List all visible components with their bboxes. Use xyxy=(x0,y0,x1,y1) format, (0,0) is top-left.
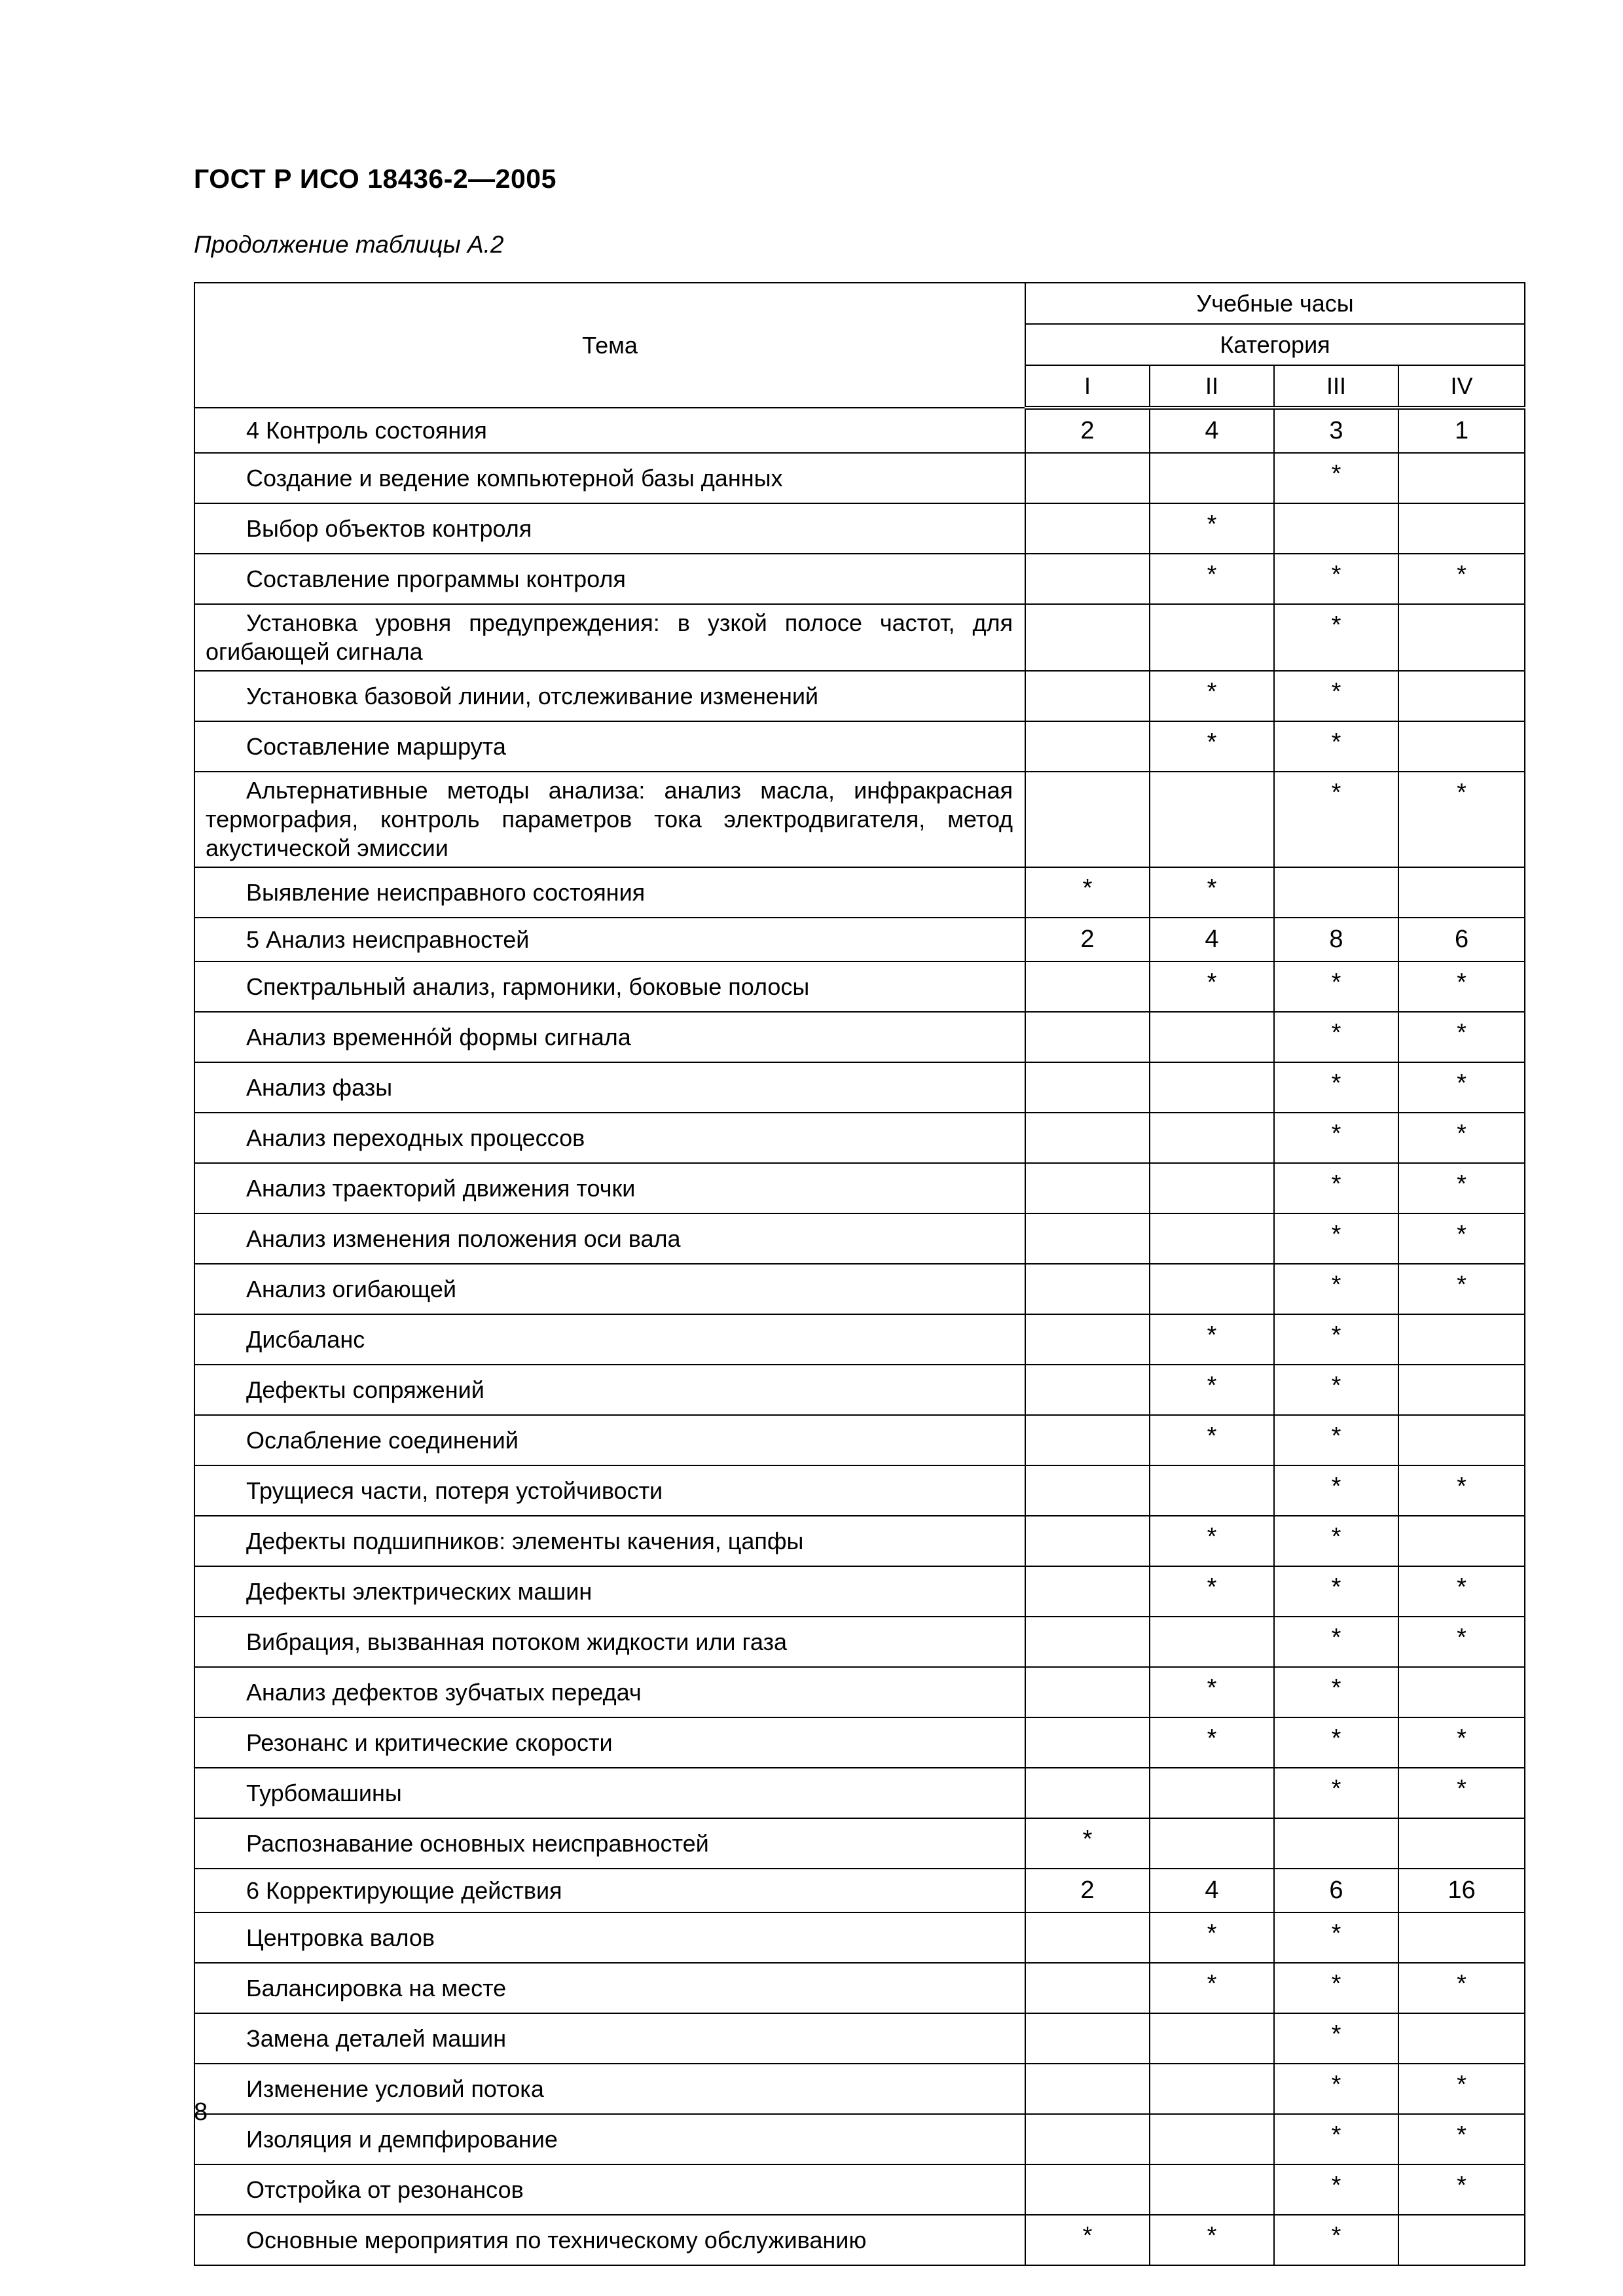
hours-cell-category-ii xyxy=(1150,1465,1274,1516)
row-topic: Анализ переходных процессов xyxy=(194,1113,1025,1163)
hours-cell-category-ii xyxy=(1150,1113,1274,1163)
table-row xyxy=(194,1617,1525,1667)
hours-cell-category-iii xyxy=(1274,503,1398,554)
table-row xyxy=(194,2013,1525,2064)
hours-cell-category-iv: * xyxy=(1398,1768,1525,1818)
hours-cell-category-ii: * xyxy=(1150,1415,1274,1465)
hours-cell-category-ii: * xyxy=(1150,1314,1274,1365)
table-row xyxy=(194,2064,1525,2114)
row-topic: Резонанс и критические скорости xyxy=(194,1717,1025,1768)
table-row xyxy=(194,1365,1525,1415)
hours-cell-category-ii xyxy=(1150,1768,1274,1818)
hours-cell-category-i xyxy=(1025,1113,1150,1163)
hours-cell-category-i xyxy=(1025,1264,1150,1314)
row-topic: Основные мероприятия по техническому обслуживанию xyxy=(194,2215,1025,2265)
hours-cell-category-iv: 16 xyxy=(1398,1869,1525,1912)
table-row xyxy=(194,1717,1525,1768)
table-row xyxy=(194,408,1525,453)
table-row xyxy=(194,918,1525,961)
hours-cell-category-ii: * xyxy=(1150,1566,1274,1617)
row-topic: Распознавание основных неисправностей xyxy=(194,1818,1025,1869)
hours-cell-category-iv: * xyxy=(1398,772,1525,867)
hours-cell-category-iii: * xyxy=(1274,1012,1398,1062)
hours-cell-category-ii: * xyxy=(1150,671,1274,721)
hours-cell-category-iii: * xyxy=(1274,1768,1398,1818)
hours-cell-category-iii: * xyxy=(1274,1717,1398,1768)
hours-cell-category-iv: * xyxy=(1398,1963,1525,2013)
hours-cell-category-ii xyxy=(1150,1012,1274,1062)
hours-cell-category-ii: * xyxy=(1150,867,1274,918)
hours-cell-category-i xyxy=(1025,2164,1150,2215)
hours-cell-category-iii: 8 xyxy=(1274,918,1398,961)
table-row xyxy=(194,554,1525,604)
hours-cell-category-ii xyxy=(1150,2013,1274,2064)
header-category-iv: IV xyxy=(1398,365,1525,408)
hours-cell-category-ii: * xyxy=(1150,721,1274,772)
header-training-hours: Учебные часы xyxy=(1025,283,1525,324)
hours-cell-category-iv xyxy=(1398,671,1525,721)
hours-cell-category-i xyxy=(1025,671,1150,721)
table-caption: Продолжение таблицы А.2 xyxy=(194,231,504,258)
hours-cell-category-ii: * xyxy=(1150,1717,1274,1768)
hours-cell-category-i xyxy=(1025,1912,1150,1963)
hours-cell-category-iii: * xyxy=(1274,1264,1398,1314)
header-category-ii: II xyxy=(1150,365,1274,408)
hours-cell-category-ii: * xyxy=(1150,1963,1274,2013)
hours-cell-category-iv: * xyxy=(1398,1465,1525,1516)
hours-cell-category-iv: 6 xyxy=(1398,918,1525,961)
header-category: Категория xyxy=(1025,324,1525,365)
hours-cell-category-i xyxy=(1025,961,1150,1012)
table-row xyxy=(194,503,1525,554)
hours-cell-category-ii: * xyxy=(1150,503,1274,554)
table-row xyxy=(194,1264,1525,1314)
table-row xyxy=(194,1415,1525,1465)
table-row xyxy=(194,961,1525,1012)
row-topic: Выбор объектов контроля xyxy=(194,503,1025,554)
hours-cell-category-iv: * xyxy=(1398,1062,1525,1113)
row-topic: Выявление неисправного состояния xyxy=(194,867,1025,918)
hours-cell-category-iv xyxy=(1398,1818,1525,1869)
hours-cell-category-iii: 6 xyxy=(1274,1869,1398,1912)
hours-cell-category-ii: * xyxy=(1150,2215,1274,2265)
hours-cell-category-iv: * xyxy=(1398,1264,1525,1314)
hours-cell-category-iii: * xyxy=(1274,1465,1398,1516)
hours-cell-category-ii xyxy=(1150,453,1274,503)
hours-cell-category-iii: * xyxy=(1274,2114,1398,2164)
hours-cell-category-i xyxy=(1025,2064,1150,2114)
hours-cell-category-ii: 4 xyxy=(1150,408,1274,453)
row-topic: Вибрация, вызванная потоком жидкости или газа xyxy=(194,1617,1025,1667)
hours-cell-category-ii xyxy=(1150,604,1274,671)
hours-cell-category-iv xyxy=(1398,1314,1525,1365)
hours-cell-category-iv: * xyxy=(1398,1566,1525,1617)
hours-cell-category-iii: * xyxy=(1274,2164,1398,2215)
hours-cell-category-ii xyxy=(1150,1062,1274,1113)
hours-cell-category-iii: * xyxy=(1274,772,1398,867)
table-row xyxy=(194,1012,1525,1062)
row-topic: Альтернативные методы анализа: анализ масла, инфракрасная термография, контроль параметров тока электродвигателя, метод акустической эмиссии xyxy=(194,772,1025,867)
row-topic: Анализ огибающей xyxy=(194,1264,1025,1314)
row-topic: Ослабление соединений xyxy=(194,1415,1025,1465)
hours-cell-category-iv xyxy=(1398,1516,1525,1566)
row-topic: Анализ изменения положения оси вала xyxy=(194,1213,1025,1264)
hours-cell-category-iii xyxy=(1274,867,1398,918)
hours-cell-category-i xyxy=(1025,1465,1150,1516)
hours-cell-category-ii: * xyxy=(1150,1516,1274,1566)
hours-cell-category-iii: * xyxy=(1274,1963,1398,2013)
hours-cell-category-i: * xyxy=(1025,867,1150,918)
row-topic: Установка базовой линии, отслеживание изменений xyxy=(194,671,1025,721)
hours-cell-category-i xyxy=(1025,1768,1150,1818)
table-row xyxy=(194,1113,1525,1163)
table-row xyxy=(194,1516,1525,1566)
hours-cell-category-iv xyxy=(1398,1667,1525,1717)
hours-cell-category-iv xyxy=(1398,2215,1525,2265)
hours-cell-category-ii: * xyxy=(1150,1667,1274,1717)
hours-cell-category-iii: * xyxy=(1274,554,1398,604)
table-row xyxy=(194,604,1525,671)
document-standard-header: ГОСТ Р ИСО 18436-2—2005 xyxy=(194,164,556,194)
hours-cell-category-i xyxy=(1025,2013,1150,2064)
hours-cell-category-ii xyxy=(1150,772,1274,867)
hours-cell-category-iv: * xyxy=(1398,554,1525,604)
row-topic: Дефекты подшипников: элементы качения, цапфы xyxy=(194,1516,1025,1566)
hours-cell-category-i xyxy=(1025,2114,1150,2164)
hours-cell-category-ii xyxy=(1150,2114,1274,2164)
hours-cell-category-i: 2 xyxy=(1025,918,1150,961)
hours-cell-category-iv: * xyxy=(1398,1617,1525,1667)
table-row xyxy=(194,2215,1525,2265)
hours-cell-category-i: * xyxy=(1025,1818,1150,1869)
hours-cell-category-ii xyxy=(1150,1617,1274,1667)
hours-cell-category-iv xyxy=(1398,721,1525,772)
hours-cell-category-iii: * xyxy=(1274,1912,1398,1963)
table-row xyxy=(194,453,1525,503)
hours-cell-category-iii: * xyxy=(1274,1314,1398,1365)
table-row xyxy=(194,1912,1525,1963)
row-topic: Замена деталей машин xyxy=(194,2013,1025,2064)
hours-cell-category-ii: * xyxy=(1150,1365,1274,1415)
hours-cell-category-i xyxy=(1025,1314,1150,1365)
hours-cell-category-i xyxy=(1025,1516,1150,1566)
hours-cell-category-ii: * xyxy=(1150,1912,1274,1963)
table-row xyxy=(194,671,1525,721)
table-row xyxy=(194,1163,1525,1213)
table-row xyxy=(194,1818,1525,1869)
hours-cell-category-i xyxy=(1025,1365,1150,1415)
hours-cell-category-iii xyxy=(1274,1818,1398,1869)
hours-cell-category-iii: * xyxy=(1274,604,1398,671)
hours-cell-category-ii: * xyxy=(1150,961,1274,1012)
hours-cell-category-iii: * xyxy=(1274,1415,1398,1465)
hours-cell-category-i xyxy=(1025,1012,1150,1062)
hours-cell-category-ii: 4 xyxy=(1150,918,1274,961)
page-number: 8 xyxy=(194,2098,208,2126)
row-topic: Турбомашины xyxy=(194,1768,1025,1818)
hours-cell-category-iii: * xyxy=(1274,1667,1398,1717)
hours-cell-category-i xyxy=(1025,453,1150,503)
row-topic: Дефекты сопряжений xyxy=(194,1365,1025,1415)
table-row xyxy=(194,1869,1525,1912)
hours-cell-category-iii: * xyxy=(1274,721,1398,772)
row-topic: 6 Корректирующие действия xyxy=(194,1869,1025,1912)
table-row xyxy=(194,1667,1525,1717)
row-topic: Анализ дефектов зубчатых передач xyxy=(194,1667,1025,1717)
header-category-i: I xyxy=(1025,365,1150,408)
hours-cell-category-iv: * xyxy=(1398,1163,1525,1213)
hours-cell-category-iii: * xyxy=(1274,1113,1398,1163)
hours-cell-category-i: 2 xyxy=(1025,1869,1150,1912)
row-topic: Установка уровня предупреждения: в узкой полосе частот, для огибающей сигнала xyxy=(194,604,1025,671)
hours-cell-category-iii: * xyxy=(1274,453,1398,503)
hours-cell-category-iv xyxy=(1398,604,1525,671)
hours-cell-category-iii: * xyxy=(1274,671,1398,721)
hours-cell-category-iii: * xyxy=(1274,1516,1398,1566)
table-row xyxy=(194,2114,1525,2164)
row-topic: Дефекты электрических машин xyxy=(194,1566,1025,1617)
hours-cell-category-iii: * xyxy=(1274,961,1398,1012)
row-topic: Создание и ведение компьютерной базы данных xyxy=(194,453,1025,503)
hours-cell-category-iv xyxy=(1398,1415,1525,1465)
hours-cell-category-i xyxy=(1025,1963,1150,2013)
hours-cell-category-iv: 1 xyxy=(1398,408,1525,453)
table-row xyxy=(194,1566,1525,1617)
table-row xyxy=(194,1768,1525,1818)
hours-cell-category-i xyxy=(1025,1163,1150,1213)
header-topic: Тема xyxy=(194,283,1025,408)
hours-cell-category-iii: * xyxy=(1274,2013,1398,2064)
hours-cell-category-iii: * xyxy=(1274,1566,1398,1617)
hours-cell-category-iv: * xyxy=(1398,1717,1525,1768)
table-body xyxy=(194,408,1525,2265)
hours-cell-category-iv xyxy=(1398,2013,1525,2064)
row-topic: Анализ фазы xyxy=(194,1062,1025,1113)
hours-cell-category-iii: * xyxy=(1274,1062,1398,1113)
row-topic: Составление программы контроля xyxy=(194,554,1025,604)
hours-cell-category-i xyxy=(1025,1415,1150,1465)
row-topic: Составление маршрута xyxy=(194,721,1025,772)
hours-cell-category-iv xyxy=(1398,453,1525,503)
table-row xyxy=(194,721,1525,772)
hours-cell-category-iv xyxy=(1398,867,1525,918)
hours-cell-category-i xyxy=(1025,772,1150,867)
hours-cell-category-ii xyxy=(1150,1818,1274,1869)
hours-cell-category-ii xyxy=(1150,1213,1274,1264)
row-topic: Балансировка на месте xyxy=(194,1963,1025,2013)
row-topic: Отстройка от резонансов xyxy=(194,2164,1025,2215)
row-topic: 5 Анализ неисправностей xyxy=(194,918,1025,961)
hours-cell-category-i xyxy=(1025,1717,1150,1768)
row-topic: Дисбаланс xyxy=(194,1314,1025,1365)
hours-cell-category-iv: * xyxy=(1398,1113,1525,1163)
hours-cell-category-iii: * xyxy=(1274,1617,1398,1667)
hours-cell-category-iii: 3 xyxy=(1274,408,1398,453)
row-topic: Трущиеся части, потеря устойчивости xyxy=(194,1465,1025,1516)
table-row xyxy=(194,1465,1525,1516)
hours-cell-category-ii xyxy=(1150,1163,1274,1213)
hours-cell-category-iii: * xyxy=(1274,2064,1398,2114)
hours-cell-category-ii: * xyxy=(1150,554,1274,604)
hours-cell-category-i xyxy=(1025,1213,1150,1264)
hours-cell-category-iv: * xyxy=(1398,2064,1525,2114)
table-row xyxy=(194,1963,1525,2013)
table-row xyxy=(194,867,1525,918)
table-row xyxy=(194,1062,1525,1113)
training-hours-table xyxy=(194,282,1525,2266)
row-topic: Центровка валов xyxy=(194,1912,1025,1963)
hours-cell-category-i: 2 xyxy=(1025,408,1150,453)
hours-cell-category-iv xyxy=(1398,503,1525,554)
hours-cell-category-iii: * xyxy=(1274,1365,1398,1415)
hours-cell-category-i xyxy=(1025,554,1150,604)
table-row xyxy=(194,2164,1525,2215)
row-topic: Изоляция и демпфирование xyxy=(194,2114,1025,2164)
hours-cell-category-i xyxy=(1025,604,1150,671)
hours-cell-category-i xyxy=(1025,1062,1150,1113)
hours-cell-category-iv: * xyxy=(1398,961,1525,1012)
hours-cell-category-ii xyxy=(1150,1264,1274,1314)
hours-cell-category-i xyxy=(1025,503,1150,554)
hours-cell-category-iii: * xyxy=(1274,1213,1398,1264)
hours-cell-category-iv: * xyxy=(1398,1012,1525,1062)
table-row xyxy=(194,772,1525,867)
hours-cell-category-ii xyxy=(1150,2164,1274,2215)
hours-cell-category-i xyxy=(1025,1667,1150,1717)
table-row xyxy=(194,1213,1525,1264)
row-topic: Анализ траекторий движения точки xyxy=(194,1163,1025,1213)
hours-cell-category-i xyxy=(1025,1566,1150,1617)
hours-cell-category-iv xyxy=(1398,1912,1525,1963)
hours-cell-category-i: * xyxy=(1025,2215,1150,2265)
table-row xyxy=(194,1314,1525,1365)
hours-cell-category-iv xyxy=(1398,1365,1525,1415)
hours-cell-category-ii xyxy=(1150,2064,1274,2114)
row-topic: 4 Контроль состояния xyxy=(194,408,1025,453)
hours-cell-category-iii: * xyxy=(1274,1163,1398,1213)
hours-cell-category-i xyxy=(1025,1617,1150,1667)
hours-cell-category-iii: * xyxy=(1274,2215,1398,2265)
hours-cell-category-iv: * xyxy=(1398,2114,1525,2164)
hours-cell-category-i xyxy=(1025,721,1150,772)
row-topic: Изменение условий потока xyxy=(194,2064,1025,2114)
header-category-iii: III xyxy=(1274,365,1398,408)
hours-cell-category-iv: * xyxy=(1398,1213,1525,1264)
row-topic: Спектральный анализ, гармоники, боковые полосы xyxy=(194,961,1025,1012)
hours-cell-category-iv: * xyxy=(1398,2164,1525,2215)
row-topic: Анализ временно́й формы сигнала xyxy=(194,1012,1025,1062)
hours-cell-category-ii: 4 xyxy=(1150,1869,1274,1912)
